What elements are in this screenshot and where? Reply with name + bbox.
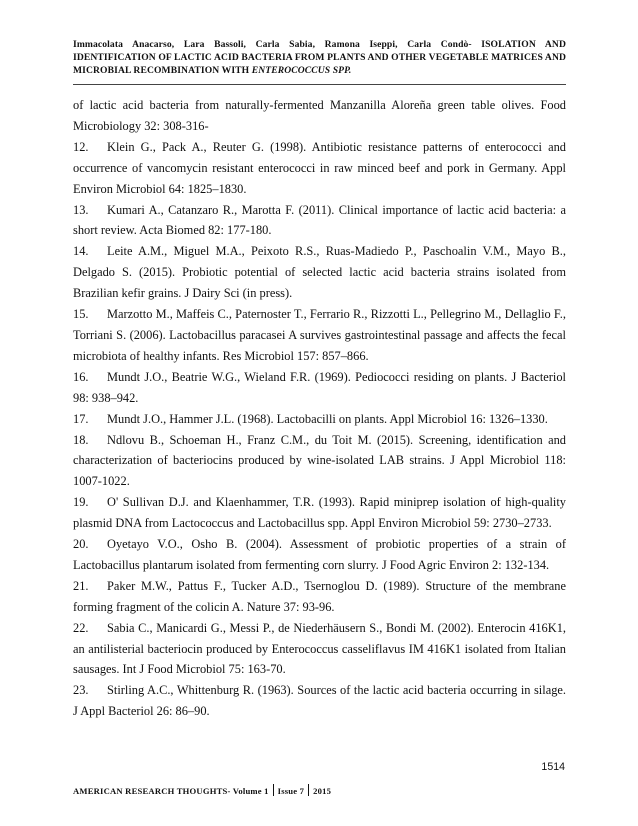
footer-year: 2015 [313,786,332,796]
reference-number: 23. [73,683,89,698]
reference-number: 13. [73,202,89,217]
reference-item [73,409,566,430]
reference-item [73,618,566,681]
footer-journal: AMERICAN RESEARCH THOUGHTS- Volume 1 [73,786,269,796]
reference-number: 19. [73,495,89,510]
reference-item [73,492,566,534]
reference-list [73,95,566,722]
reference-item [73,137,566,200]
footer-issue: Issue 7 [277,786,305,796]
reference-number: 21. [73,578,89,593]
reference-number: 17. [73,411,89,426]
reference-item [73,576,566,618]
running-footer [73,784,331,796]
reference-text: Kumari A., Catanzaro R., Marotta F. (2011). Clinical importance of lactic acid bacteria: a short review. Acta Biomed 82: 177-180. [73,202,566,238]
reference-number: 14. [73,244,89,259]
reference-item [73,241,566,304]
header-divider [73,84,566,85]
reference-number: 20. [73,537,89,552]
reference-number: 15. [73,307,89,322]
reference-text: Oyetayo V.O., Osho B. (2004). Assessment of probiotic properties of a strain of Lactobacillus plantarum isolated from fermenting corn slurry. J Food Agric Environ 2: 132-134. [73,537,566,572]
reference-text: Marzotto M., Maffeis C., Paternoster T., Ferrario R., Rizzotti L., Pellegrino M., Dellaglio F., Torriani S. (2006). Lactobacillus paracasei A survives gastrointestinal passage and affects the fecal microbiota of healthy infants. Res Microbiol 157: 857–866. [73,307,566,363]
reference-item [73,367,566,409]
reference-text: Sabia C., Manicardi G., Messi P., de Niederhäusern S., Bondi M. (2002). Enterocin 416K1, an antilisterial bacteriocin produced by Enterococcus casseliflavus IM 416K1 isolated from Italian sausages. Int J Food Microbiol 75: 163-70. [73,620,566,677]
reference-text: Paker M.W., Pattus F., Tucker A.D., Tsernoglou D. (1989). Structure of the membrane forming fragment of the colicin A. Nature 37: 93-96. [73,578,566,614]
footer-separator [273,784,274,796]
reference-item [73,430,566,493]
reference-text: Klein G., Pack A., Reuter G. (1998). Antibiotic resistance patterns of enterococci and occurrence of vancomycin resistant enterococci in raw minced beef and pork in Germany. Appl Environ Microbiol 64: 1825–1830. [73,139,566,196]
reference-text: Mundt J.O., Beatrie W.G., Wieland F.R. (1969). Pediococci residing on plants. J Bacteriol 98: 938–942. [73,369,566,405]
reference-item [73,200,566,242]
reference-number: 16. [73,369,89,384]
reference-number: 12. [73,139,89,154]
reference-item [73,304,566,367]
reference-text: Ndlovu B., Schoeman H., Franz C.M., du Toit M. (2015). Screening, identification and characterization of bacteriocins produced by wine-isolated LAB strains. J Appl Microbiol 118: 1007-1022. [73,432,566,489]
reference-number: 18. [73,432,89,447]
reference-number: 22. [73,620,89,635]
reference-item [73,534,566,576]
reference-text: Mundt J.O., Hammer J.L. (1968). Lactobacilli on plants. Appl Microbiol 16: 1326–1330. [107,411,548,426]
header-title-italic: ENTEROCOCCUS SPP. [251,65,352,76]
reference-item [73,680,566,722]
reference-item [73,95,566,137]
footer-separator [308,784,309,796]
page-number: 1514 [541,761,565,773]
reference-text: Stirling A.C., Whittenburg R. (1963). Sources of the lactic acid bacteria occurring in silage. J Appl Bacteriol 26: 86–90. [73,683,566,719]
reference-text: Leite A.M., Miguel M.A., Peixoto R.S., Ruas-Madiedo P., Paschoalin V.M., Mayo B., Delgado S. (2015). Probiotic potential of selected lactic acid bacteria strains isolated from Brazilian kefir grains. J Dairy Sci (in press). [73,244,566,301]
reference-text: O' Sullivan D.J. and Klaenhammer, T.R. (1993). Rapid miniprep isolation of high-quality plasmid DNA from Lactococcus and Lactobacillus spp. Appl Environ Microbiol 59: 2730–2733. [73,495,566,531]
header-authors-title: Immacolata Anacarso, Lara Bassoli, Carla Sabia, Ramona Iseppi, Carla Condò- ISOLATION AND IDENTIFICATION OF LACTIC ACID BACTERIA FROM PLANTS AND OTHER VEGETABLE MATRICES AND MICROBIAL RECOMBINATION WITH [73,39,566,76]
running-header [73,38,566,77]
reference-text: of lactic acid bacteria from naturally-fermented Manzanilla Aloreña green table olives. Food Microbiology 32: 308-316- [73,98,566,133]
